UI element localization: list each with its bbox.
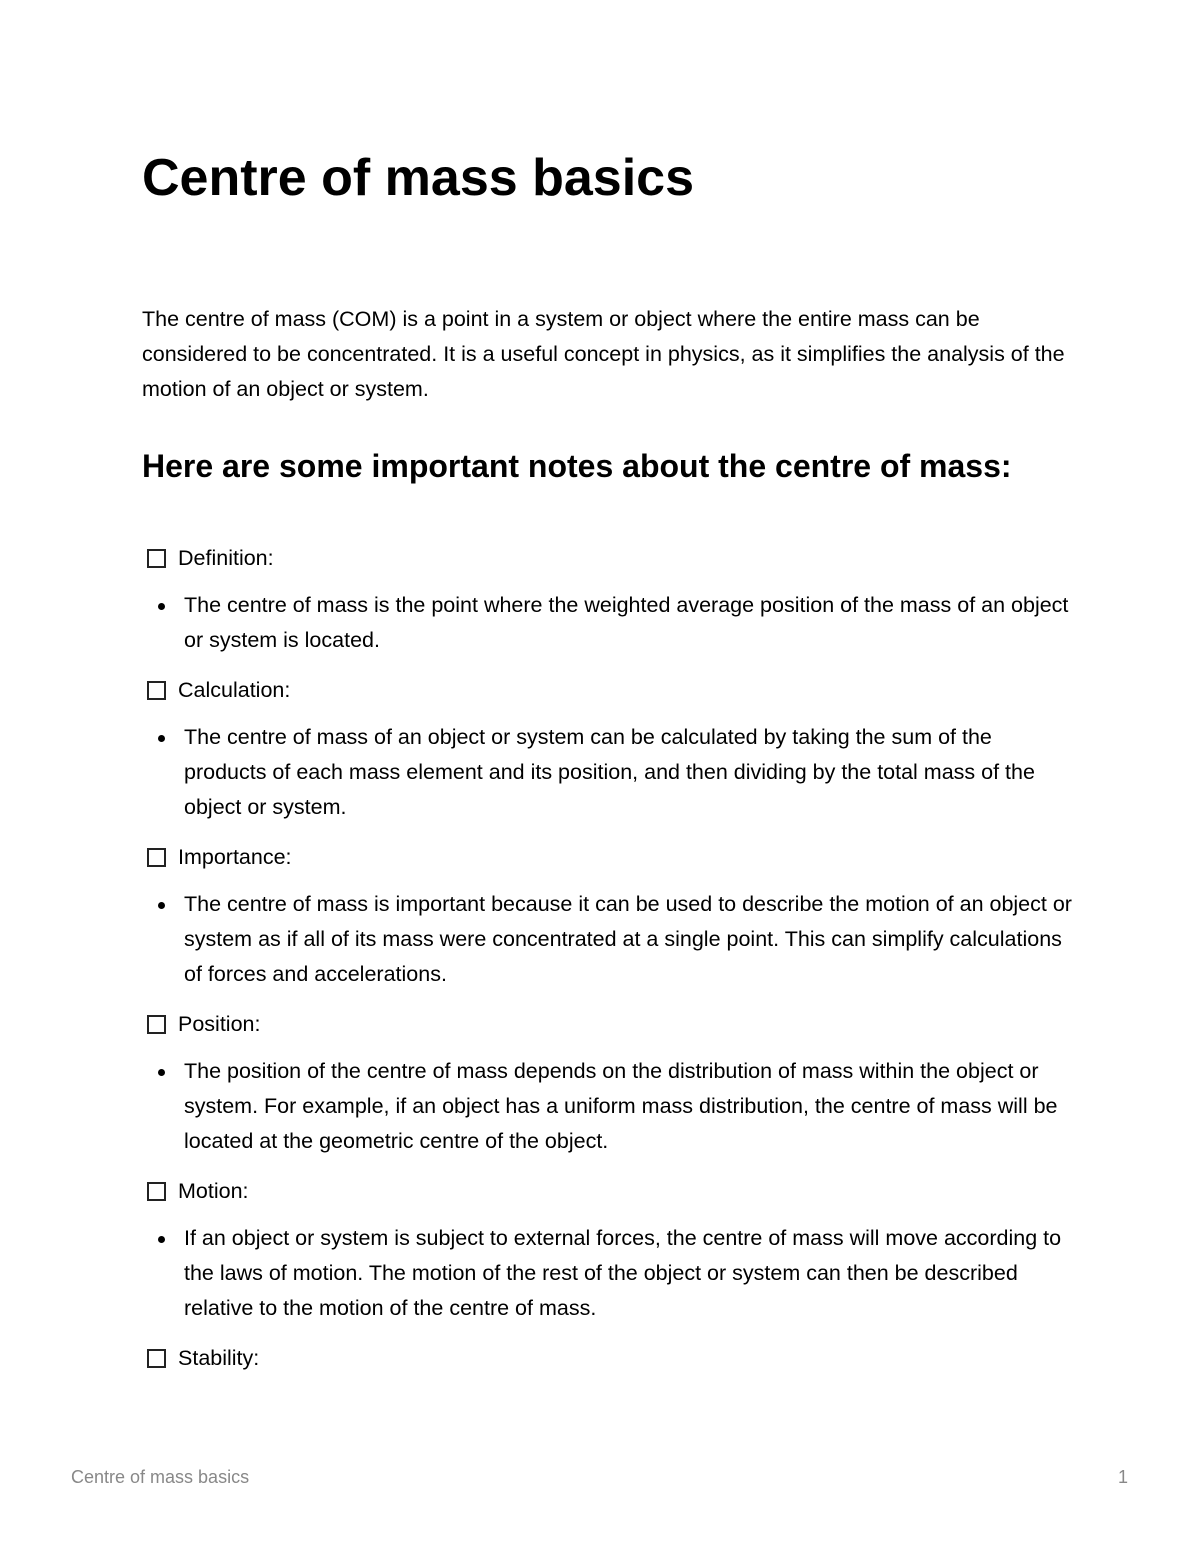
note-calculation: [142, 672, 1072, 825]
bullet-text: The position of the centre of mass depends on the distribution of mass within the object or system. For example, if an object has a uniform mass distribution, the centre of mass will be located at the geometric centre of the object.: [184, 1059, 1058, 1153]
checklist-label: Definition:: [178, 545, 274, 570]
checklist-item: [142, 540, 1072, 576]
checklist-label: Position:: [178, 1011, 261, 1036]
bullet-list: [142, 1054, 1072, 1159]
note-definition: [142, 540, 1072, 658]
checkbox-icon[interactable]: [147, 549, 166, 568]
bullet-icon: [158, 902, 165, 909]
checkbox-icon[interactable]: [147, 848, 166, 867]
bullet-icon: [158, 603, 165, 610]
checkbox-icon[interactable]: [147, 681, 166, 700]
bullet-icon: [158, 1236, 165, 1243]
checklist-item: [142, 1340, 1072, 1376]
bullet-list: [142, 1221, 1072, 1326]
checklist-label: Calculation:: [178, 677, 291, 702]
bullet-text: The centre of mass is important because it can be used to describe the motion of an object or system as if all of its mass were concentrated at a single point. This can simplify calculations of forces and accelerations.: [184, 892, 1072, 986]
section-heading: Here are some important notes about the centre of mass:: [142, 448, 1012, 484]
checklist-item: [142, 1173, 1072, 1209]
notes-list: [142, 540, 1072, 1376]
note-position: [142, 1006, 1072, 1159]
bullet-list: [142, 720, 1072, 825]
bullet-list: [142, 588, 1072, 658]
bullet-text: The centre of mass of an object or system can be calculated by taking the sum of the products of each mass element and its position, and then dividing by the total mass of the object or system.: [184, 725, 1035, 819]
checklist-label: Stability:: [178, 1345, 260, 1370]
checklist-item: [142, 839, 1072, 875]
bullet-list: [142, 887, 1072, 992]
note-stability: [142, 1340, 1072, 1376]
checkbox-icon[interactable]: [147, 1182, 166, 1201]
bullet-item: [142, 1054, 1072, 1159]
bullet-icon: [158, 1069, 165, 1076]
checklist-label: Importance:: [178, 844, 292, 869]
page-number: 1: [1117, 1467, 1128, 1487]
note-motion: [142, 1173, 1072, 1326]
checkbox-icon[interactable]: [147, 1015, 166, 1034]
footer-title: Centre of mass basics: [71, 1467, 250, 1487]
intro-paragraph: The centre of mass (COM) is a point in a system or object where the entire mass can be considered to be concentrated. It is a useful concept in physics, as it simplifies the analysis of the motion of an object or system.: [142, 307, 1065, 401]
checklist-label: Motion:: [178, 1178, 249, 1203]
bullet-item: [142, 588, 1072, 658]
checkbox-icon[interactable]: [147, 1349, 166, 1368]
checklist-item: [142, 672, 1072, 708]
bullet-icon: [158, 735, 165, 742]
note-importance: [142, 839, 1072, 992]
bullet-item: [142, 1221, 1072, 1326]
page-title: Centre of mass basics: [142, 149, 695, 207]
bullet-item: [142, 720, 1072, 825]
checklist-item: [142, 1006, 1072, 1042]
bullet-item: [142, 887, 1072, 992]
bullet-text: The centre of mass is the point where the weighted average position of the mass of an object or system is located.: [184, 593, 1069, 652]
bullet-text: If an object or system is subject to external forces, the centre of mass will move according to the laws of motion. The motion of the rest of the object or system can then be described relative to the motion of the centre of mass.: [184, 1226, 1062, 1320]
